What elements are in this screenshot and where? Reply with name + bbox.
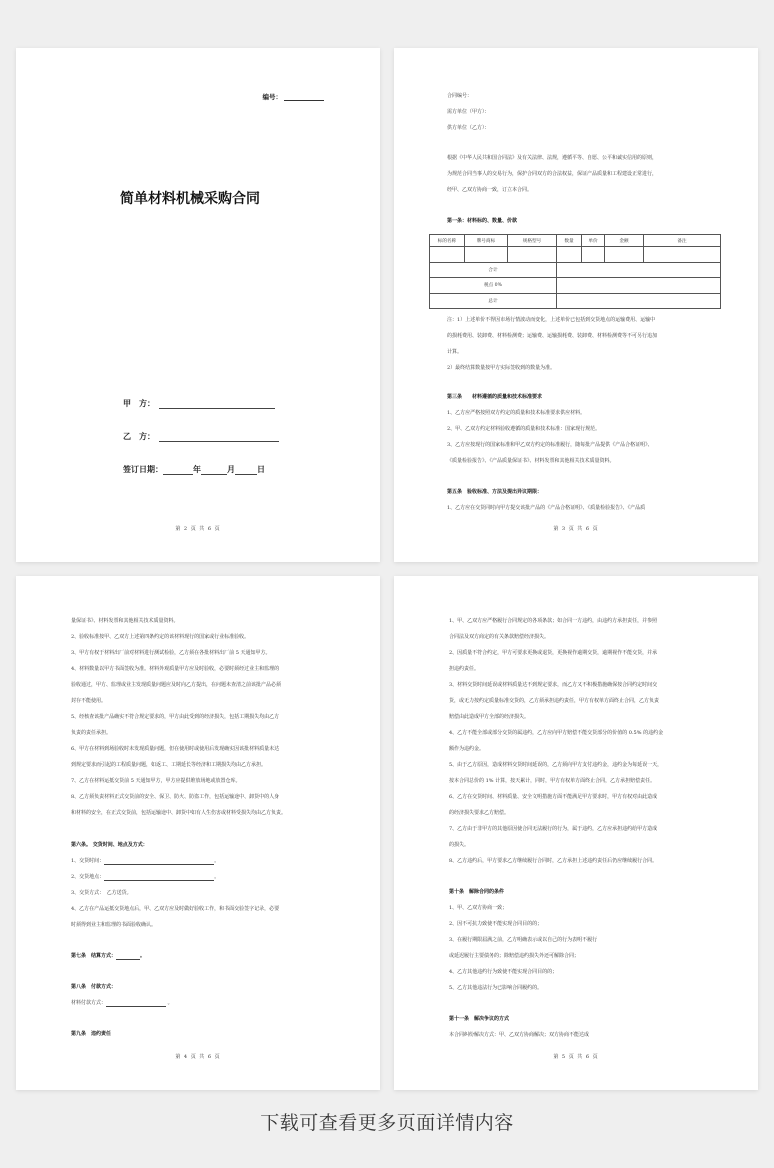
download-caption: 下载可查看更多页面详情内容	[260, 1112, 514, 1134]
text-line: 时须得到业主和监理的书面验收确认。	[71, 922, 157, 928]
tax-label: 税点 0%	[430, 278, 557, 294]
sum-label: 总计	[430, 293, 557, 309]
text-line: 5、经核查该批产品确实不符合规定要求的，甲方由此受到的经济损失，包括工期损失均由乙方	[71, 714, 280, 720]
text-line: 货，或无力按约定质量标准交货的，乙方须承担违约责任，甲方有权单方面终止合同，乙方负责	[449, 698, 660, 704]
text-line: 2、因不可抗力致使不能实现合同目的的；	[449, 921, 543, 927]
text-line: 3、甲方有权于材料出厂前对材料进行测试检验，乙方须在各批材料出厂前 5 天通知甲方。	[71, 650, 271, 656]
text-line: 4、乙方不能全部或部分交货的属违约，乙方应向甲方赔偿不能交货部分的价值的 0.5% 的违约金	[449, 730, 664, 736]
text-line: 量保证书》、材料发票和其他相关技术质量资料。	[71, 618, 179, 624]
party-b-field	[123, 431, 279, 442]
section-heading: 第十条 解除合同的条件	[449, 889, 505, 895]
settlement-line	[116, 954, 140, 960]
text-line: 注：1）上述单价不得因市场行情波动而变化，上述单价已包括到交货地点的运输费用、运输中	[447, 317, 656, 323]
text-line: 验收通过，甲方、监理或业主发现质量问题应及时向乙方提出，在问题未查清之前该批产品必须	[71, 682, 282, 688]
section-heading: 第九条 违约责任	[71, 1031, 112, 1037]
text-line: 根据《中华人民共和国合同法》及有关法律、法规，遵循平等、自愿、公平和诚实信用的原则，	[447, 155, 658, 161]
contract-number-line	[284, 94, 324, 101]
text-line: 或延迟履行主要债务的；除赔偿违约损失外还可解除合同；	[449, 953, 580, 959]
delivery-place-line	[104, 875, 214, 881]
text-line: 到规定要求而引起的工程质量问题，如返工、工期延长等经济和工期损失均由乙方承担。	[71, 762, 267, 768]
settlement-heading: 第七条 结算方式：	[71, 953, 117, 959]
text-line: 2、交货地点： 。	[71, 874, 220, 880]
text-line: 3、在履行期限届满之前，乙方明确表示或以自己的行为表明不履行	[449, 937, 598, 943]
text-line: 2、因质量不符合约定，甲方可要求更换或退货，更换视作逾期交货，逾期视作不能交货，并承	[449, 650, 658, 656]
text-line: 按本合同总价的 1% 计算，按天累计，同时，甲方有权单方面终止合同，乙方承担赔偿责任。	[449, 778, 656, 784]
text-line: 和材料的安全，在正式交货前，包括运输途中、卸货中如有人生伤害或材料受损失均由乙方负责。	[71, 810, 287, 816]
text-line: 8、乙方须负责材料正式交货前的安全、保卫、防火、防盗工作，包括运输途中、卸货中的人身	[71, 794, 280, 800]
total-label: 合计	[430, 262, 557, 278]
delivery-place-label: 2、交货地点：	[71, 874, 105, 880]
month-line	[201, 466, 227, 475]
page-contract-2	[16, 576, 380, 1090]
text-line: 5、由于乙方原因，造成材料交货时间延误的，乙方须向甲方支付违约金，违约金为每延误一天，	[449, 762, 663, 768]
page-number: 第 2 页 共 6 页	[175, 526, 221, 532]
text-line: 《质量检验报告》、《产品质量保证书》、材料发票和其他相关技术质量资料。	[447, 458, 615, 464]
year-label: 年	[193, 465, 201, 474]
delivery-time-label: 1、交货时间：	[71, 858, 105, 864]
text-line: 1、交货时间： 。	[71, 858, 220, 864]
table-row	[430, 247, 721, 263]
text-line: 合同编号：	[447, 93, 473, 99]
page-cover	[16, 48, 380, 562]
text-line: 1、乙方应在交货同时向甲方提交该批产品的《产品合格证明》、《质量检验报告》、《产品质	[447, 505, 646, 511]
text-line: 经甲、乙双方协商一致，订立本合同。	[447, 187, 533, 193]
text-line: 2、验收标准按甲、乙双方上述第四条约定的该材料现行的国家或行业标准验收。	[71, 634, 250, 640]
text-line: 的损耗费用、装卸费、材料检测费；运输费、运输损耗费、装卸费、材料检测费等不可另行追加	[447, 333, 658, 339]
text-line: 3、乙方应按现行的国家标准和甲乙双方约定的标准履行，随每批产品提供《产品合格证明》、	[447, 442, 653, 448]
text-line: 1、甲、乙双方应严格履行合同规定的各项条款；如合同一方违约，由违约方承担责任，并参照	[449, 618, 658, 624]
text-line: 赔偿由此造成甲方全部的经济损失。	[449, 714, 530, 720]
table-header-cell: 数量	[557, 235, 582, 247]
table-header-cell: 单价	[582, 235, 605, 247]
text-line: 2、甲、乙双方约定材料验收遵循的质量和技术标准：国家现行规范。	[447, 426, 601, 432]
text-line: 7、乙方由于非甲方的其他原因使合同无法履行的行为，属于违约，乙方应承担违约给甲方造成	[449, 826, 658, 832]
text-line: 为规范合同当事人的交易行为，保护合同双方的合法权益，保证产品质量和工程建设正常进行，	[447, 171, 658, 177]
party-b-line	[159, 433, 279, 442]
table-header-cell: 规格型号	[508, 235, 557, 247]
text-line: 4、乙方在产品运抵交货地点后，甲、乙双方应及时做好验收工作，和书面交验签字记录，必要	[71, 906, 280, 912]
page-number: 第 3 页 共 6 页	[553, 526, 599, 532]
section-heading: 第三条 材料遵循的质量和技术标准要求	[447, 394, 543, 400]
section-heading: 第十一条 解决争议的方式	[449, 1016, 510, 1022]
text-line: 4、材料数量以甲方书面签收为准。材料外观质量甲方应及时验收，必要时须经过业主和监理的	[71, 666, 280, 672]
party-a-line	[159, 400, 275, 409]
text-line: 合同法及双方商定的有关条款赔偿经济损失。	[449, 634, 550, 640]
section-heading: 第一条：材料标的、数量、价款	[447, 218, 518, 224]
text-line: 的损失。	[449, 842, 470, 848]
contract-number-field	[263, 92, 325, 101]
text-line: 5、乙方其他违法行为已影响合同履约的。	[449, 985, 543, 991]
text-line: 1、乙方应严格按照双方约定的质量和技术标准要求供应材料。	[447, 410, 586, 416]
section-heading: 第六条。 交货时间、地点及方式：	[71, 842, 148, 848]
delivery-time-line	[104, 859, 214, 865]
month-label: 月	[227, 465, 235, 474]
text-line: 3、交货方式： 乙方送货。	[71, 890, 132, 896]
section-heading: 第五条 验收标准、方法及提出异议期限：	[447, 489, 543, 495]
day-label: 日	[257, 465, 265, 474]
text-line: 负责的责任承担。	[71, 730, 112, 736]
document-title: 简单材料机械采购合同	[120, 191, 260, 207]
table-header-row	[430, 235, 721, 247]
contract-number-label: 编号：	[262, 93, 282, 101]
text-line: 3、材料交货时间延误或材料质量达不到规定要求，而乙方又不积极措施确保按合同约定时间交	[449, 682, 658, 688]
sign-date-field	[123, 464, 265, 475]
table-header-cell: 牌号商标	[465, 235, 508, 247]
page-contract-3	[394, 576, 758, 1090]
table-row-tax	[430, 278, 721, 294]
text-line: 8、乙方违约后，甲方要求乙方继续履行合同时，乙方承担上述违约责任后仍应继续履行合同。	[449, 858, 658, 864]
text-line: 的经济损失要求乙方赔偿。	[449, 810, 510, 816]
text-line: 需方单位（甲方）：	[447, 109, 490, 115]
table-row-total	[430, 262, 721, 278]
table-header-cell: 标的名称	[430, 235, 465, 247]
sign-date-label: 签订日期：	[123, 465, 163, 474]
text-line: 封存不能使用。	[71, 698, 107, 704]
page-number: 第 5 页 共 6 页	[553, 1054, 599, 1060]
table-header-cell: 金额	[605, 235, 644, 247]
table-header-cell: 备注	[644, 235, 721, 247]
text-line: 供方单位（乙方）：	[447, 125, 490, 131]
year-line	[163, 466, 193, 475]
text-line: 7、乙方在材料运抵交货前 5 天通知甲方，甲方应提供堆放场地或放置仓库。	[71, 778, 241, 784]
text-line: 本合同纠纷解决方式：甲、乙双方协商解决；双方协商不能达成	[449, 1032, 590, 1038]
text-line: 6、甲方在材料到场验收时未发现质量问题，但在使用时或使用后发现确实因该批材料质量未达	[71, 746, 280, 752]
text-line: 担违约责任。	[449, 666, 480, 672]
price-table	[429, 234, 721, 309]
text-line: 1、甲、乙双方协商一致；	[449, 905, 508, 911]
party-b-label: 乙 方：	[123, 432, 155, 441]
section-heading: 第七条 结算方式： 。	[71, 953, 146, 959]
day-line	[235, 466, 257, 475]
party-a-field	[123, 398, 275, 409]
section-heading: 第八条 付款方式：	[71, 984, 117, 990]
text-line: 6、乙方在交货时间、材料质量、安全文明措施方面不能满足甲方要求时，甲方有权对由此造成	[449, 794, 658, 800]
page-number: 第 4 页 共 6 页	[175, 1054, 221, 1060]
text-line: 计算。	[447, 349, 463, 355]
text-line: 额作为违约金。	[449, 746, 485, 752]
text-line: 4、乙方其他违约行为致使不能实现合同目的的；	[449, 969, 558, 975]
page-contract-1	[394, 48, 758, 562]
payment-line	[106, 1001, 166, 1007]
text-line: 2）最终结算数量按甲方实际签收到的数量为准。	[447, 365, 556, 371]
table-row-sum	[430, 293, 721, 309]
party-a-label: 甲 方：	[123, 399, 155, 408]
payment-label: 材料付款方式：	[71, 1000, 107, 1006]
text-line: 材料付款方式： 。	[71, 1000, 173, 1006]
